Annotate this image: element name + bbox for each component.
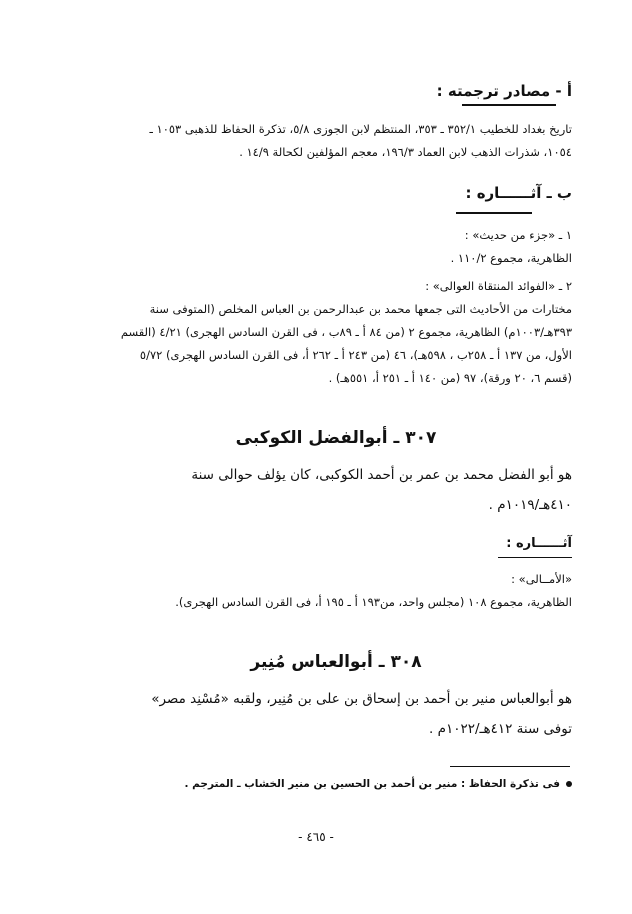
athar-item: «الأمــالى» : — [511, 572, 572, 586]
body-line: هو أبوالعباس منير بن أحمد بن إسحاق بن على بن مُنِير، ولقبه «مُسْنِد مصر» — [151, 691, 572, 707]
item-line: مختارات من الأحاديث التى جمعها محمد بن عبدالرحمن بن العباس المخلص (المتوفى سنة — [149, 302, 572, 316]
entry-307-athar — [100, 568, 572, 614]
item-line: (قسم ٦، ٢٠ ورقة)، ٩٧ (من ١٤٠ أ ـ ٢٥١ أ، ٥٥١هـ) . — [328, 371, 572, 385]
section-a-underline — [462, 104, 556, 106]
section-a-heading: أ - مصادر ترجمته : — [436, 82, 572, 100]
item-title: ٢ ـ «الفوائد المنتقاة العوالى» : — [425, 279, 572, 293]
entry-307-athar-underline — [498, 557, 572, 558]
item-line: الظاهرية، مجموع ١١٠/٢ . — [450, 251, 572, 265]
entry-307-title: ٣٠٧ ـ أبوالفضل الكوكبى — [235, 428, 437, 448]
section-b-item-2 — [100, 275, 572, 390]
entry-308-body — [100, 684, 572, 744]
footnote-rule — [450, 766, 570, 767]
source-line: ١٠٥٤، شذرات الذهب لابن العماد ١٩٦/٣، معجم المؤلفين لكحالة ١٤/٩ . — [239, 145, 572, 159]
section-b-heading: ب ـ آثــــــاره : — [465, 184, 572, 202]
footnote-marker-icon — [566, 781, 572, 787]
item-line: الأول، من ١٣٧ أ ـ ٢٥٨ب ، ٥٩٨هـ)، ٤٦ (من ٢٤٣ أ ـ ٢٦٢ أ، فى القرن السادس الهجرى) ٥/٧٢ — [139, 348, 572, 362]
entry-307-body — [100, 460, 572, 520]
source-line: تاريخ بغداد للخطيب ٣٥٢/١ ـ ٣٥٣، المنتظم لابن الجوزى ٥/٨، تذكرة الحفاظ للذهبى ١٠٥٣ ـ — [149, 122, 572, 136]
entry-308-title: ٣٠٨ ـ أبوالعباس مُنِير — [250, 652, 422, 672]
item-line: ٣٩٣هـ/١٠٠٣م) الظاهرية، مجموع ٢ (من ٨٤ أ ـ ٨٩ب ، فى القرن السادس الهجرى) ٤/٢١ (القسم — [120, 325, 572, 339]
section-b-item-1 — [100, 224, 572, 270]
section-a-sources — [100, 118, 572, 164]
body-line: توفى سنة ٤١٢هـ/١٠٢٢م . — [428, 721, 572, 737]
footnote-text: فى تذكرة الحفاظ : منير بن أحمد بن الحسين بن منير الخشاب ـ المترجم . — [184, 778, 560, 790]
body-line: ٤١٠هـ/١٠١٩م . — [488, 497, 572, 513]
section-b-underline — [456, 212, 532, 214]
footnote — [100, 778, 572, 790]
page-number: - ٤٦٥ - — [298, 830, 334, 844]
athar-line: الظاهرية، مجموع ١٠٨ (مجلس واحد، من١٩٣ أ ـ ١٩٥ أ، فى القرن السادس الهجرى). — [175, 595, 572, 609]
entry-307-athar-heading: آثــــــاره : — [506, 536, 572, 551]
item-title: ١ ـ «جزء من حديث» : — [464, 228, 572, 242]
body-line: هو أبو الفضل محمد بن عمر بن أحمد الكوكبى، كان يؤلف حوالى سنة — [191, 467, 572, 483]
